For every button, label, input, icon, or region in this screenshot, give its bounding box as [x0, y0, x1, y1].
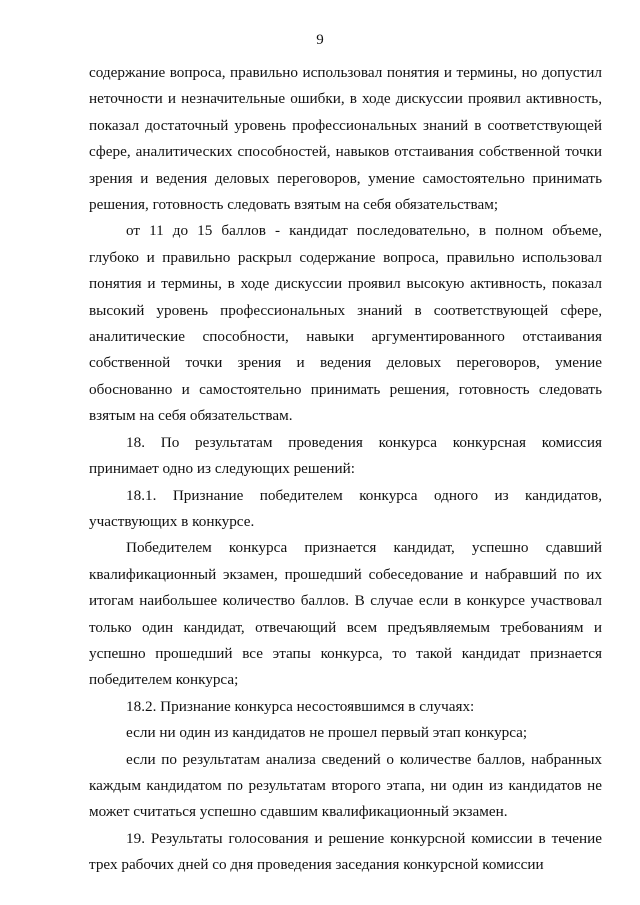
document-body — [89, 60, 602, 879]
paragraph-item-19: 19. Результаты голосования и решение конкурсной комиссии в течение трех рабочих дней со дня проведения заседания конкурсной комиссии — [89, 829, 602, 874]
paragraph-winner: Победителем конкурса признается кандидат, успешно сдавший квалификационный экзамен, прошедший собеседование и набравший по их итогам наибольшее количество баллов. В случае если в конкурсе участвовал только один кандидат, отвечающий всем предъявляемым требованиям и успешно прошедший все этапы конкурса, то такой кандидат признается победителем конкурса; — [89, 539, 602, 689]
paragraph-high-score: от 11 до 15 баллов - кандидат последовательно, в полном объеме, глубоко и правильно раскрыл содержание вопроса, правильно использовал понятия и термины, в ходе дискуссии проявил высокую активность, показал высокий уровень профессиональных знаний в соответствующей сфере, аналитические способности, навыки аргументированного отстаивания собственной точки зрения и ведения деловых переговоров, умение обоснованно и самостоятельно принимать решения, готовность следовать взятым на себя обязательствам. — [89, 222, 602, 425]
paragraph-continuation: содержание вопроса, правильно использовал понятия и термины, но допустил неточности и незначительные ошибки, в ходе дискуссии проявил активность, показал достаточный уровень профессиональных знаний в соответствующей сфере, аналитических способностей, навыков отстаивания собственной точки зрения и ведения деловых переговоров, умение самостоятельно принимать решения, готовность следовать взятым на себя обязательствам; — [89, 64, 602, 214]
paragraph-item-18: 18. По результатам проведения конкурса конкурсная комиссия принимает одно из следующих решений: — [89, 433, 602, 478]
paragraph-case-first-stage: если ни один из кандидатов не прошел первый этап конкурса; — [126, 724, 528, 742]
paragraph-item-18-1: 18.1. Признание победителем конкурса одного из кандидатов, участвующих в конкурсе. — [89, 486, 602, 530]
page-number: 9 — [316, 32, 324, 48]
paragraph-case-second-stage: если по результатам анализа сведений о количестве баллов, набранных каждым кандидатом по результатам второго этапа, ни один из кандидатов не может считаться успешно сдавшим квалификационный экзамен. — [89, 750, 602, 821]
paragraph-item-18-2: 18.2. Признание конкурса несостоявшимся в случаях: — [126, 697, 475, 715]
